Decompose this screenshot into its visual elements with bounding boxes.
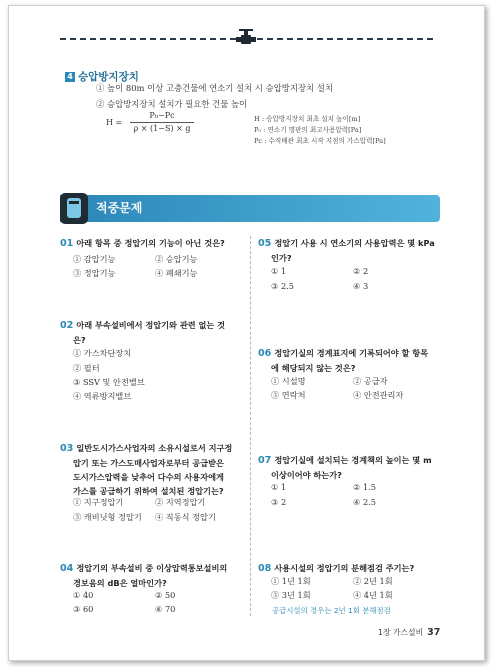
option-4[interactable]: ④ 역류방지밸브 <box>73 391 132 401</box>
option-4[interactable]: ④ 3 <box>353 281 369 291</box>
question-number: 06 <box>258 348 272 359</box>
option-3[interactable]: ③ 2 <box>271 497 287 507</box>
question-number: 05 <box>258 238 272 249</box>
legend-line-3: Pc : 수직배관 최초 시작 지점의 가스압력[Pa] <box>254 137 386 145</box>
question-text: 사용시설의 정압기의 분해점검 주기는? <box>274 563 415 573</box>
question-text: 정압기 사용 시 연소기의 사용압력은 몇 kPa <box>274 238 435 248</box>
formula-numerator: P₀−Pc <box>149 111 175 120</box>
option-1[interactable]: ① 1년 1회 <box>271 576 311 586</box>
page-number: 37 <box>427 627 441 638</box>
question-text: 아래 부속설비에서 정압기와 관련 없는 것 <box>76 320 226 330</box>
option-2[interactable]: ② 2년 1회 <box>353 576 393 586</box>
question-text: 정압기의 부속설비 중 이상압력통보설비의 <box>76 563 228 573</box>
question-text: 압기 또는 가스도매사업자로부터 공급받은 <box>73 458 224 468</box>
option-3[interactable]: ③ 3년 1회 <box>271 590 311 600</box>
section-line-2: ② 승압방지장치 설치가 필요한 건물 높이 <box>96 99 248 109</box>
question-text: 가스를 공급하기 위하여 설치된 정압기는? <box>73 486 224 496</box>
option-4[interactable]: ④ 2.5 <box>353 497 376 507</box>
option-1[interactable]: ① 가스차단장치 <box>73 348 132 358</box>
option-4[interactable]: ④ 폐쇄기능 <box>155 268 198 278</box>
answer-note: 공급시설의 경우는 2년 1회 분해점검 <box>272 606 391 615</box>
question-text: 일반도시가스사업자의 소유시설로서 지구정 <box>76 443 233 453</box>
question-text: 경보음의 dB은 얼마인가? <box>73 578 167 588</box>
option-4[interactable]: ④ 직동식 정압기 <box>155 512 216 522</box>
option-1[interactable]: ① 40 <box>73 590 94 600</box>
question-text: 아래 항목 중 정압기의 기능이 아닌 것은? <box>76 238 225 248</box>
section-number: 4 <box>65 72 75 82</box>
option-2[interactable]: ② 지역정압기 <box>155 497 206 507</box>
option-1[interactable]: ① 1 <box>271 266 287 276</box>
question-text: 정압기실에 설치되는 경계책의 높이는 몇 m <box>274 455 432 465</box>
option-3[interactable]: ③ 60 <box>73 604 94 614</box>
question-01 <box>60 236 246 251</box>
option-1[interactable]: ① 지구정압기 <box>73 497 124 507</box>
pipe-line-left <box>60 38 236 40</box>
question-text: 에 해당되지 않는 것은? <box>271 363 356 373</box>
question-number: 03 <box>60 443 74 454</box>
option-2[interactable]: ② 필터 <box>73 363 100 373</box>
option-1[interactable]: ① 시설명 <box>271 376 306 386</box>
section-line-1: ① 높이 80m 이상 고층건물에 연소기 설치 시 승압방지장치 설치 <box>96 83 334 93</box>
question-07 <box>258 453 448 482</box>
formula-denominator: ρ × (1−S) × g <box>133 124 191 133</box>
question-text: 도시가스압력을 낮추어 다수의 사용자에게 <box>73 472 224 482</box>
option-1[interactable]: ① 감압기능 <box>73 254 116 264</box>
question-05 <box>258 236 448 265</box>
question-04 <box>60 561 248 590</box>
valve-icon <box>236 29 256 49</box>
option-4[interactable]: ④ 70 <box>155 604 176 614</box>
legend-line-1: H : 승압방지장치 최초 설치 높이[m] <box>254 115 361 123</box>
option-2[interactable]: ② 공급자 <box>353 376 388 386</box>
option-4[interactable]: ④ 안전관리자 <box>353 390 404 400</box>
option-2[interactable]: ② 2 <box>353 266 369 276</box>
question-text: 이상이어야 하는가? <box>271 470 342 480</box>
fraction-bar <box>130 122 194 123</box>
question-number: 04 <box>60 563 74 574</box>
legend-line-2: P₀ : 연소기 명판의 최고사용압력[Pa] <box>254 126 362 134</box>
column-divider <box>250 236 251 616</box>
option-3[interactable]: ③ 캐비닛형 정압기 <box>73 512 142 522</box>
question-08 <box>258 561 448 576</box>
formula-lhs: H = <box>106 118 123 127</box>
question-text: 은? <box>73 335 86 345</box>
question-number: 07 <box>258 455 272 466</box>
option-1[interactable]: ① 1 <box>271 482 287 492</box>
chapter-label: 1장 가스설비 <box>378 628 424 637</box>
option-3[interactable]: ③ 정압기능 <box>73 268 116 278</box>
question-06 <box>258 346 448 375</box>
option-2[interactable]: ② 50 <box>155 590 176 600</box>
banner-title: 적중문제 <box>96 201 143 215</box>
question-number: 02 <box>60 320 74 331</box>
option-3[interactable]: ③ 2.5 <box>271 281 294 291</box>
page-footer <box>378 627 440 638</box>
question-text: 정압기실의 경계표지에 기록되어야 할 항목 <box>274 348 429 358</box>
option-3[interactable]: ③ SSV 및 안전밸브 <box>73 377 145 387</box>
question-text: 인가? <box>271 253 292 263</box>
question-number: 01 <box>60 238 74 249</box>
question-03 <box>60 441 248 498</box>
pipe-line-right <box>257 38 433 40</box>
book-icon <box>60 193 88 224</box>
option-4[interactable]: ④ 4년 1회 <box>353 590 393 600</box>
option-3[interactable]: ③ 연락처 <box>271 390 306 400</box>
option-2[interactable]: ② 승압기능 <box>155 254 198 264</box>
question-02 <box>60 318 246 347</box>
question-number: 08 <box>258 563 272 574</box>
section-title: 승압방지장치 <box>78 71 139 83</box>
option-2[interactable]: ② 1.5 <box>353 482 376 492</box>
